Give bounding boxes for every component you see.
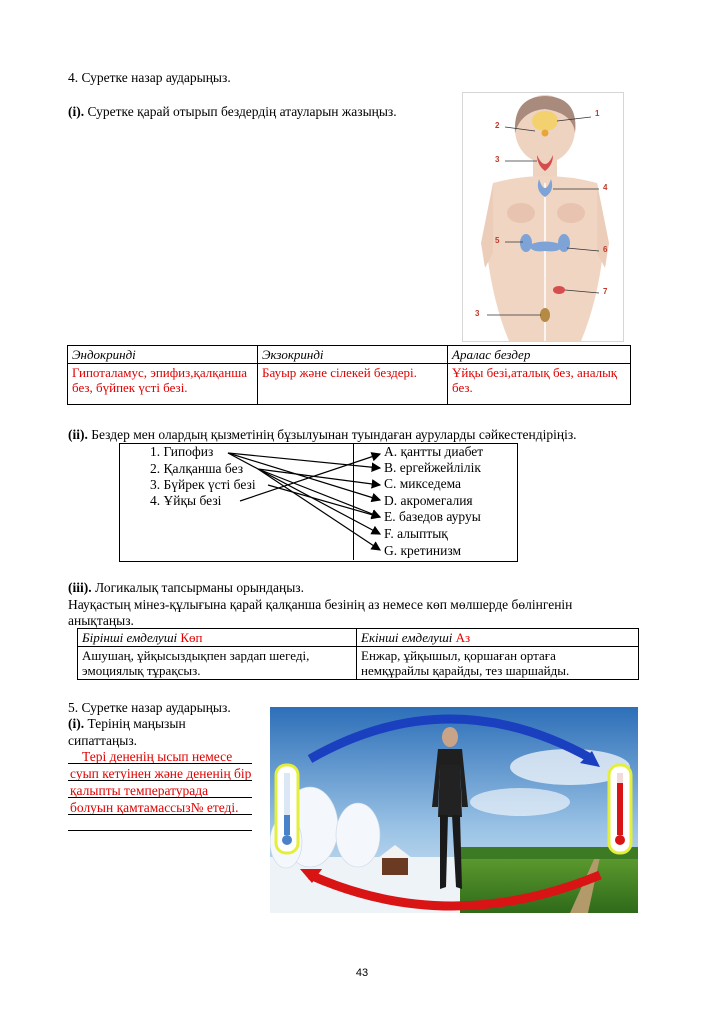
answer-line: суып кетуінен және дененің бір <box>70 766 252 781</box>
label-6: 6 <box>603 245 608 254</box>
answer-line: болуын қамтамассыз№ етеді. <box>70 800 239 815</box>
cell-exocrine-answer: Бауыр және сілекей бездері. <box>258 364 448 405</box>
part-iii-line1: Науқастың мінез-құлығына қарай қалқанша безінің аз немесе көп мөлшерде бөлінгенін <box>68 597 573 612</box>
patients-table <box>77 628 639 680</box>
skin-thermoregulation-figure <box>270 707 638 913</box>
page-number: 43 <box>355 967 369 979</box>
answer-underline <box>68 814 252 815</box>
disease-item: E. базедов ауруы <box>384 509 481 524</box>
answer-line: қалыпты температурада <box>70 783 209 798</box>
cell-endocrine-answer: Гипоталамус, эпифиз,қалқанша без, бүйпек үсті безі. <box>68 364 258 405</box>
label-3: 3 <box>495 155 500 164</box>
label-1: 1 <box>595 109 600 118</box>
answer-underline <box>68 830 252 831</box>
cell-mixed-answer: Ұйқы безі,аталық без, аналық без. <box>448 364 631 405</box>
header-exocrine: Экзокринді <box>258 346 448 364</box>
answer-underline <box>68 797 252 798</box>
part-iii-label: (iii). <box>68 580 92 595</box>
disease-item: F. алыптық <box>384 526 448 541</box>
patient1-description: Ашушаң, ұйқысыздықпен зардап шегеді, эмоциялық тұрақсыз. <box>78 647 357 680</box>
disease-item: B. ергейжейлілік <box>384 460 481 475</box>
arrow-thyroid-myxedema <box>258 469 380 485</box>
part-ii-text: Бездер мен олардың қызметінің бұзылуынан туындаған ауруларды сәйкестендіріңіз. <box>87 427 577 442</box>
label-7: 7 <box>603 287 608 296</box>
gland-item: 2. Қалқанша без <box>150 461 244 476</box>
gland-item: 3. Бүйрек үсті безі <box>150 477 256 492</box>
task5-part-i-text: Терінің маңызын <box>84 716 186 731</box>
disease-item: D. акромегалия <box>384 493 473 508</box>
part-iii-text: Логикалық тапсырманы орындаңыз. <box>91 580 305 595</box>
task4-title: 4. Суретке назар аударыңыз. <box>68 70 231 85</box>
gland-item: 1. Гипофиз <box>150 444 214 459</box>
answer-underline <box>68 763 252 764</box>
label-5: 5 <box>495 236 500 245</box>
disease-item: A. қантты диабет <box>384 444 484 459</box>
header-mixed: Аралас бездер <box>448 346 631 364</box>
task5-part-i-label: (i). <box>68 716 85 731</box>
label-4: 4 <box>603 183 608 192</box>
label-2: 2 <box>495 121 500 130</box>
task5-part-i <box>68 716 186 732</box>
disease-item: C. микседема <box>384 476 462 491</box>
patient2-description: Енжар, ұйқышыл, қоршаған ортаға немқұрайлы қарайды, тез шаршайды. <box>357 647 639 680</box>
label-8: 3 <box>475 309 480 318</box>
part-i-text: Суретке қарай отырып бездердің атауларын жазыңыз. <box>84 104 397 119</box>
part-iii-line2: анықтаңыз. <box>68 613 134 628</box>
patient2-header: Екінші емделуші Аз <box>357 629 639 647</box>
task5-title: 5. Суретке назар аударыңыз. <box>68 700 231 715</box>
disease-item: G. кретинизм <box>384 543 462 558</box>
task4-part-iii <box>68 580 304 596</box>
patient1-header: Бірінші емделуші Көп <box>78 629 357 647</box>
answer-underline <box>68 780 252 781</box>
answer-line: Тері дененің ысып немесе <box>82 749 233 764</box>
gland-item: 4. Ұйқы безі <box>150 493 222 508</box>
part-i-label: (i). <box>68 104 85 119</box>
header-endocrine: Эндокринді <box>68 346 258 364</box>
task5-part-i-text2: сипаттаңыз. <box>68 733 138 748</box>
part-ii-label: (ii). <box>68 427 88 442</box>
